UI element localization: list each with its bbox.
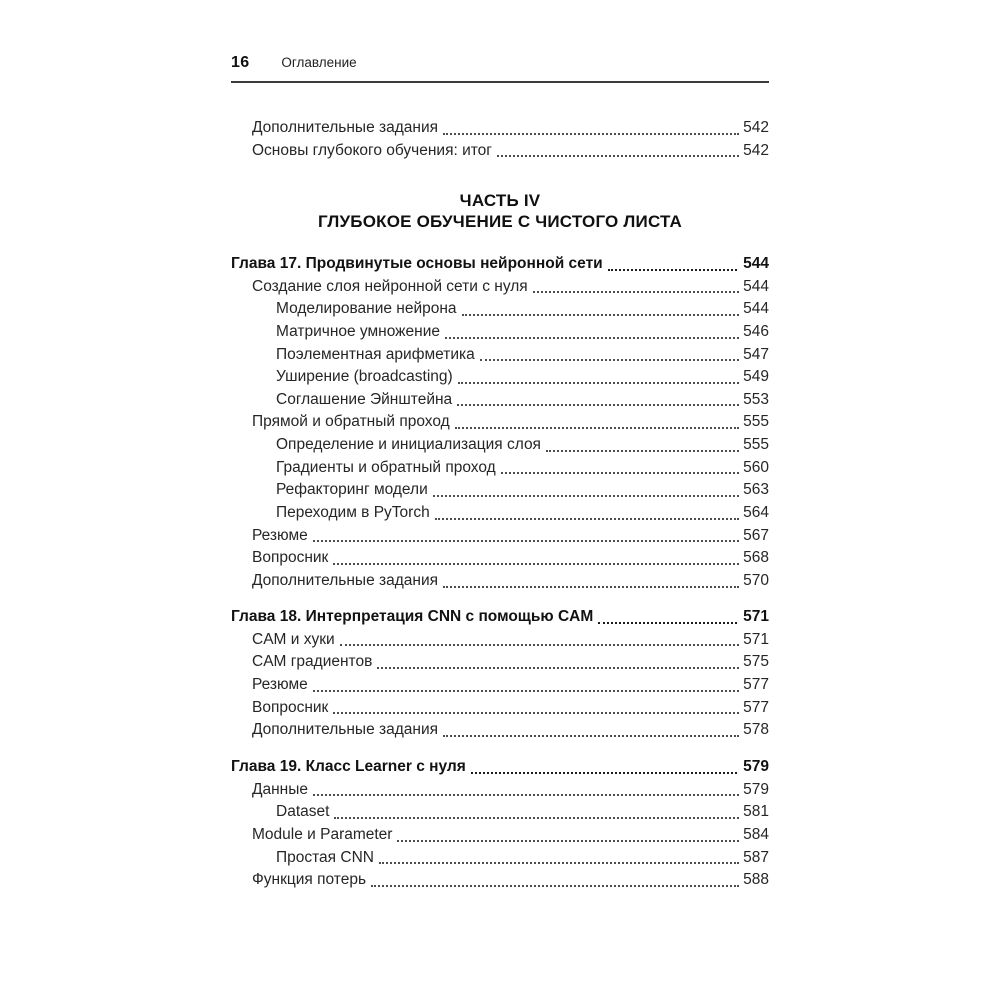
toc-entry-row: [231, 525, 769, 548]
toc-entry-row: [231, 847, 769, 870]
entry-label: Рефакторинг модели: [276, 481, 428, 499]
dot-leader: [501, 472, 739, 474]
entry-page-number: 546: [743, 322, 769, 340]
dot-leader: [480, 359, 739, 361]
part-heading-line2: ГЛУБОКОЕ ОБУЧЕНИЕ С ЧИСТОГО ЛИСТА: [317, 211, 682, 231]
entry-label: Дополнительные задания: [252, 571, 439, 589]
toc-chapter-17-block: [231, 253, 769, 593]
entry-page-number: 570: [743, 571, 769, 589]
entry-label: Резюме: [252, 675, 308, 693]
chapter-title-row: [231, 253, 769, 276]
entry-page-number: 571: [743, 630, 769, 648]
entry-page-number: 564: [743, 504, 769, 522]
entry-label: Данные: [252, 780, 308, 798]
toc-entry-row: [231, 298, 769, 321]
toc-entry-row: [231, 434, 769, 457]
dot-leader: [455, 427, 739, 429]
toc-entry-row: [231, 344, 769, 367]
entry-page-number: 549: [743, 368, 769, 386]
dot-leader: [313, 690, 739, 692]
toc-entry-row: [231, 697, 769, 720]
toc-entry-row: [231, 801, 769, 824]
toc-entry-row: [231, 869, 769, 892]
dot-leader: [334, 817, 739, 819]
toc-entry-row: [231, 276, 769, 299]
dot-leader: [471, 772, 737, 774]
entry-page-number: 578: [743, 721, 769, 739]
entry-page-number: 579: [743, 780, 769, 798]
dot-leader: [443, 735, 739, 737]
chapter-title-row: [231, 756, 769, 779]
dot-leader: [443, 586, 739, 588]
entry-page-number: 567: [743, 526, 769, 544]
toc-entry-row: [231, 117, 769, 140]
entry-label: Дополнительные задания: [252, 721, 439, 739]
entry-label: Создание слоя нейронной сети с нуля: [252, 277, 528, 295]
entry-page-number: 577: [743, 675, 769, 693]
entry-page-number: 575: [743, 653, 769, 671]
dot-leader: [377, 667, 739, 669]
toc-entry-row: [231, 719, 769, 742]
toc-entry-row: [231, 547, 769, 570]
dot-leader: [371, 885, 739, 887]
entry-page-number: 568: [743, 549, 769, 567]
dot-leader: [333, 563, 739, 565]
part-heading-line1: ЧАСТЬ IV: [459, 191, 541, 210]
toc-entry-row: [231, 389, 769, 412]
entry-label: Вопросник: [252, 549, 329, 567]
dot-leader: [462, 314, 740, 316]
toc-entry-row: [231, 321, 769, 344]
toc-chapter-19-block: [231, 756, 769, 892]
toc-entry-row: [231, 651, 769, 674]
toc-entry-row: [231, 570, 769, 593]
entry-page-number: 588: [743, 871, 769, 889]
entry-label: Моделирование нейрона: [276, 300, 457, 318]
dot-leader: [458, 382, 739, 384]
toc-entry-row: [231, 502, 769, 525]
entry-label: Module и Parameter: [252, 825, 393, 843]
entry-label: Поэлементная арифметика: [276, 345, 475, 363]
toc-entry-row: [231, 140, 769, 163]
entry-page-number: 542: [743, 119, 769, 136]
dot-leader: [313, 794, 739, 796]
entry-label: Dataset: [276, 803, 330, 821]
entry-page-number: 544: [743, 255, 769, 272]
entry-page-number: 563: [743, 481, 769, 499]
dot-leader: [397, 840, 739, 842]
toc-top-entries: [231, 117, 769, 162]
entry-label: Прямой и обратный проход: [252, 413, 450, 431]
entry-label: Дополнительные задания: [252, 119, 439, 136]
toc-entry-row: [231, 479, 769, 502]
page-number: 16: [231, 54, 250, 71]
entry-page-number: 555: [743, 436, 769, 454]
entry-label: Глава 18. Интерпретация CNN с помощью CAM: [231, 608, 594, 625]
dot-leader: [443, 133, 739, 135]
toc-entry-row: [231, 824, 769, 847]
dot-leader: [533, 291, 739, 293]
toc-chapter-18-block: [231, 606, 769, 742]
running-title: Оглавление: [281, 55, 357, 70]
dot-leader: [497, 155, 739, 157]
entry-label: Глава 19. Класс Learner с нуля: [231, 758, 466, 775]
dot-leader: [608, 269, 737, 271]
entry-label: Простая CNN: [276, 848, 374, 866]
entry-label: Переходим в PyTorch: [276, 504, 430, 522]
running-header: [231, 54, 357, 72]
entry-label: CAM градиентов: [252, 653, 373, 671]
entry-page-number: 547: [743, 345, 769, 363]
dot-leader: [433, 495, 739, 497]
entry-label: Резюме: [252, 526, 308, 544]
entry-page-number: 560: [743, 458, 769, 476]
entry-label: Соглашение Эйнштейна: [276, 390, 453, 408]
dot-leader: [333, 712, 739, 714]
dot-leader: [598, 622, 737, 624]
entry-label: CAM и хуки: [252, 630, 335, 648]
dot-leader: [457, 404, 739, 406]
chapter-title-row: [231, 606, 769, 629]
entry-page-number: 579: [743, 758, 769, 775]
entry-page-number: 544: [743, 300, 769, 318]
toc-entry-row: [231, 457, 769, 480]
entry-page-number: 542: [743, 141, 769, 159]
dot-leader: [435, 518, 739, 520]
entry-page-number: 555: [743, 413, 769, 431]
toc-entry-row: [231, 629, 769, 652]
entry-label: Глава 17. Продвинутые основы нейронной сети: [231, 255, 603, 272]
entry-label: Градиенты и обратный проход: [276, 458, 496, 476]
entry-page-number: 587: [743, 848, 769, 866]
toc-entry-row: [231, 366, 769, 389]
header-rule: [231, 81, 769, 83]
entry-label: Функция потерь: [252, 871, 367, 889]
dot-leader: [546, 450, 739, 452]
entry-page-number: 577: [743, 698, 769, 716]
entry-label: Вопросник: [252, 698, 329, 716]
dot-leader: [379, 862, 739, 864]
part-heading: [231, 191, 769, 232]
toc-entry-row: [231, 674, 769, 697]
entry-page-number: 553: [743, 390, 769, 408]
dot-leader: [340, 644, 739, 646]
dot-leader: [313, 540, 739, 542]
dot-leader: [445, 337, 739, 339]
entry-label: Основы глубокого обучения: итог: [252, 141, 492, 159]
entry-label: Уширение (broadcasting): [276, 368, 453, 386]
toc-entry-row: [231, 779, 769, 802]
entry-page-number: 581: [743, 803, 769, 821]
entry-page-number: 584: [743, 825, 769, 843]
entry-page-number: 571: [743, 608, 769, 625]
toc-entry-row: [231, 411, 769, 434]
entry-label: Определение и инициализация слоя: [276, 436, 541, 454]
entry-page-number: 544: [743, 277, 769, 295]
entry-label: Матричное умножение: [276, 322, 440, 340]
